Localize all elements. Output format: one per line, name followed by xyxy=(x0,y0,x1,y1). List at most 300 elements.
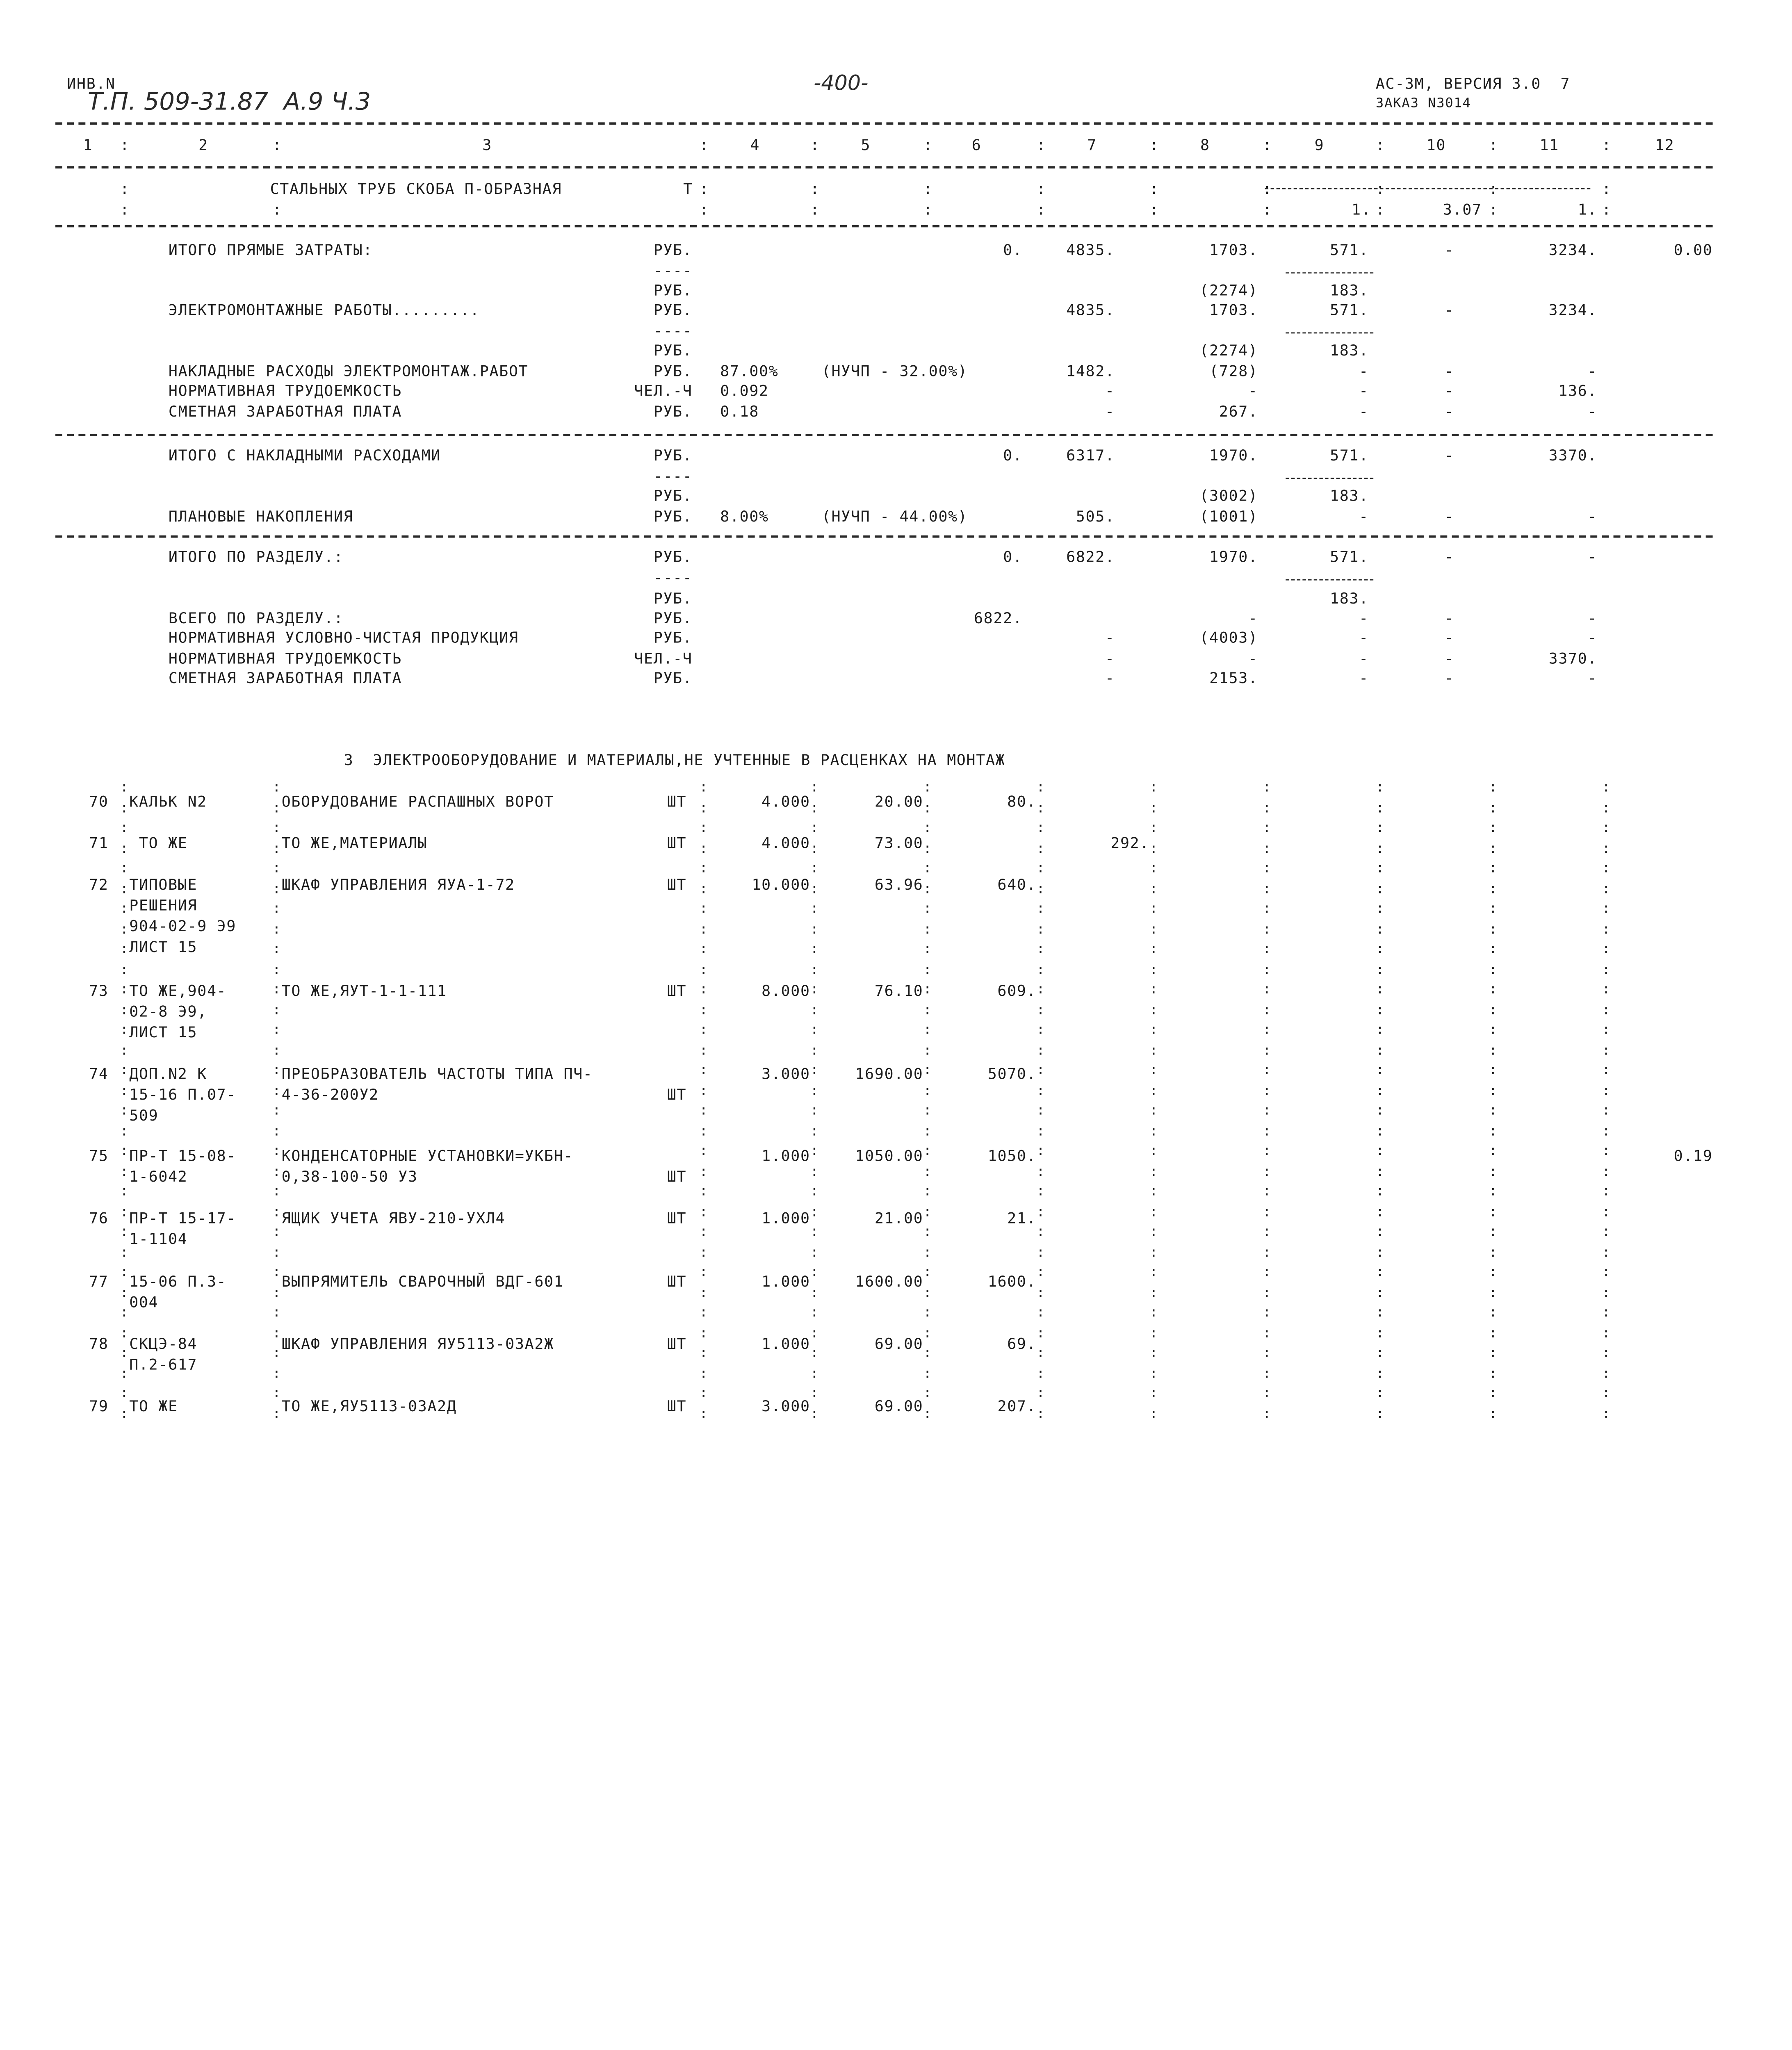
row-code: 02-8 Э9, xyxy=(129,1004,207,1021)
row-name: ТО ЖЕ,МАТЕРИАЛЫ xyxy=(281,835,428,853)
rule-summary-separator xyxy=(55,434,1712,436)
table-colon: : xyxy=(1602,1203,1611,1219)
summary-c9: - xyxy=(1359,651,1369,668)
row-quantity: 1.000 xyxy=(716,1274,810,1291)
table-colon: : xyxy=(272,879,282,896)
c9-underline xyxy=(1286,478,1373,479)
table-colon: : xyxy=(1149,1243,1159,1260)
cell-separator: : xyxy=(1149,202,1159,219)
table-colon: : xyxy=(1036,1284,1046,1300)
summary-unit: РУБ. xyxy=(653,363,693,381)
table-colon: : xyxy=(120,1405,129,1421)
table-colon: : xyxy=(1375,1203,1385,1219)
table-colon: : xyxy=(1262,1223,1272,1239)
table-colon: : xyxy=(1036,779,1046,795)
summary-c4: 87.00% xyxy=(720,363,779,381)
table-colon: : xyxy=(1602,1385,1611,1401)
row-code: ЛИСТ 15 xyxy=(129,939,198,957)
table-colon: : xyxy=(1149,940,1159,957)
row-number: 70 xyxy=(74,794,108,811)
row-sum: 640. xyxy=(939,877,1036,894)
table-colon: : xyxy=(120,1162,129,1179)
inventory-label: ИНВ.N xyxy=(67,76,116,93)
summary-label: ИТОГО С НАКЛАДНЫМИ РАСХОДАМИ xyxy=(168,447,441,465)
table-colon: : xyxy=(1602,1102,1611,1118)
row-name: ШКАФ УПРАВЛЕНИЯ ЯУ5113-03А2Ж xyxy=(281,1336,554,1354)
table-colon: : xyxy=(699,1122,709,1139)
summary-c9: 571. xyxy=(1329,242,1369,260)
table-colon: : xyxy=(1489,1284,1498,1300)
table-colon: : xyxy=(1602,1041,1611,1058)
column-number-2: 2 xyxy=(198,137,208,155)
table-colon: : xyxy=(120,819,129,836)
table-colon: : xyxy=(810,1082,819,1098)
column-separator: : xyxy=(272,137,282,155)
table-colon: : xyxy=(120,920,129,936)
table-colon: : xyxy=(923,799,932,815)
table-colon: : xyxy=(272,839,282,856)
table-colon: : xyxy=(923,1021,932,1038)
table-colon: : xyxy=(699,1243,709,1260)
table-colon: : xyxy=(1375,1364,1385,1381)
table-colon: : xyxy=(1375,1405,1385,1421)
summary-c9: - xyxy=(1359,509,1369,526)
row-price: 1050.00 xyxy=(822,1148,923,1165)
summary-c8: 2153. xyxy=(1209,670,1258,688)
table-colon: : xyxy=(699,1061,709,1078)
column-number-3: 3 xyxy=(482,137,492,155)
column-number-7: 7 xyxy=(1087,137,1097,155)
table-colon: : xyxy=(1375,1385,1385,1401)
table-colon: : xyxy=(810,960,819,977)
table-colon: : xyxy=(120,1304,129,1320)
table-colon: : xyxy=(810,981,819,997)
section-title: 3 ЭЛЕКТРООБОРУДОВАНИЕ И МАТЕРИАЛЫ,НЕ УЧТЕННЫЕ В РАСЦЕНКАХ НА МОНТАЖ xyxy=(344,752,1005,770)
table-colon: : xyxy=(272,900,282,916)
row-unit: ШТ xyxy=(667,835,687,853)
table-colon: : xyxy=(272,1284,282,1300)
summary-c5: (НУЧП - 32.00%) xyxy=(821,363,968,381)
table-colon: : xyxy=(1602,1324,1611,1340)
table-colon: : xyxy=(699,799,709,815)
table-colon: : xyxy=(1489,779,1498,795)
summary-c6: 6822. xyxy=(974,610,1023,628)
table-colon: : xyxy=(1036,1243,1046,1260)
column-separator: : xyxy=(1375,137,1386,155)
table-colon: : xyxy=(1375,859,1385,876)
continued-item-unit: Т xyxy=(683,181,693,199)
table-colon: : xyxy=(1489,920,1498,936)
summary-c4: 0.18 xyxy=(720,404,759,421)
summary-c7: 4835. xyxy=(1066,302,1115,320)
summary-unit: РУБ. xyxy=(653,590,693,608)
table-colon: : xyxy=(1262,1182,1272,1199)
table-colon: : xyxy=(1149,1082,1159,1098)
table-colon: : xyxy=(1602,981,1611,997)
row-code: ТО ЖЕ xyxy=(129,835,188,853)
row-quantity: 4.000 xyxy=(716,794,810,811)
table-colon: : xyxy=(699,900,709,916)
table-colon: : xyxy=(1149,1182,1159,1199)
table-colon: : xyxy=(1149,920,1159,936)
column-separator: : xyxy=(923,137,933,155)
table-colon: : xyxy=(272,1122,282,1139)
table-colon: : xyxy=(120,779,129,795)
summary-c10: - xyxy=(1444,447,1455,465)
summary-unit: ---- xyxy=(653,570,693,588)
table-colon: : xyxy=(1602,859,1611,876)
summary-label: НОРМАТИВНАЯ ТРУДОЕМКОСТЬ xyxy=(168,651,402,668)
row-code: П.2-617 xyxy=(129,1357,198,1374)
summary-unit: РУБ. xyxy=(653,342,693,360)
summary-c4: 0.092 xyxy=(720,383,769,401)
summary-c8: 267. xyxy=(1219,404,1258,421)
table-colon: : xyxy=(923,1162,932,1179)
table-colon: : xyxy=(272,779,282,795)
cell-separator: : xyxy=(1036,181,1046,199)
table-colon: : xyxy=(1262,1284,1272,1300)
table-colon: : xyxy=(1036,1405,1046,1421)
summary-label: ЭЛЕКТРОМОНТАЖНЫЕ РАБОТЫ......... xyxy=(168,302,480,320)
summary-c8: (728) xyxy=(1209,363,1258,381)
table-colon: : xyxy=(699,981,709,997)
table-colon: : xyxy=(1262,920,1272,936)
table-colon: : xyxy=(810,1041,819,1058)
row-sum: 207. xyxy=(939,1399,1036,1416)
table-colon: : xyxy=(1036,960,1046,977)
table-colon: : xyxy=(1375,1041,1385,1058)
table-colon: : xyxy=(810,1021,819,1038)
table-colon: : xyxy=(923,1102,932,1118)
table-colon: : xyxy=(120,1061,129,1078)
table-colon: : xyxy=(923,1344,932,1361)
table-colon: : xyxy=(1375,1324,1385,1340)
table-colon: : xyxy=(1375,1122,1385,1139)
table-colon: : xyxy=(1036,1263,1046,1280)
table-colon: : xyxy=(1375,879,1385,896)
table-colon: : xyxy=(272,1405,282,1421)
table-colon: : xyxy=(923,1304,932,1320)
rule-before-summary xyxy=(55,225,1712,228)
table-colon: : xyxy=(1489,1385,1498,1401)
table-colon: : xyxy=(923,960,932,977)
table-colon: : xyxy=(699,1304,709,1320)
summary-c8: - xyxy=(1248,610,1258,628)
table-colon: : xyxy=(1602,1021,1611,1038)
table-colon: : xyxy=(1262,1203,1272,1219)
summary-c10: - xyxy=(1444,509,1455,526)
row-quantity: 3.000 xyxy=(716,1399,810,1416)
table-colon: : xyxy=(699,859,709,876)
table-colon: : xyxy=(923,819,932,836)
row-number: 72 xyxy=(74,877,108,894)
table-colon: : xyxy=(1375,940,1385,957)
table-colon: : xyxy=(1489,1041,1498,1058)
table-colon: : xyxy=(272,1344,282,1361)
table-colon: : xyxy=(1036,1082,1046,1098)
table-colon: : xyxy=(1036,1102,1046,1118)
column-number-11: 11 xyxy=(1539,137,1559,155)
summary-c11: - xyxy=(1587,549,1598,567)
table-colon: : xyxy=(810,1142,819,1159)
table-colon: : xyxy=(1262,1122,1272,1139)
row-name: ТО ЖЕ,ЯУ5113-03А2Д xyxy=(281,1399,457,1416)
column-separator: : xyxy=(1602,137,1612,155)
table-colon: : xyxy=(120,1021,129,1038)
table-colon: : xyxy=(810,1162,819,1179)
table-colon: : xyxy=(699,779,709,795)
table-colon: : xyxy=(1262,879,1272,896)
row-number: 79 xyxy=(74,1399,108,1416)
table-colon: : xyxy=(120,1142,129,1159)
table-colon: : xyxy=(1602,1122,1611,1139)
table-colon: : xyxy=(1602,819,1611,836)
summary-c7: - xyxy=(1105,630,1115,647)
summary-unit: РУБ. xyxy=(653,509,693,526)
table-colon: : xyxy=(923,1122,932,1139)
table-colon: : xyxy=(1149,1364,1159,1381)
row-code: КАЛЬК N2 xyxy=(129,794,207,811)
rule-summary-separator xyxy=(55,535,1712,538)
table-colon: : xyxy=(1036,799,1046,815)
row-code: ТО ЖЕ xyxy=(129,1399,178,1416)
table-colon: : xyxy=(1602,799,1611,815)
summary-c8: (3002) xyxy=(1199,488,1258,506)
table-colon: : xyxy=(1602,900,1611,916)
summary-c7: - xyxy=(1105,670,1115,688)
table-colon: : xyxy=(1602,1364,1611,1381)
table-colon: : xyxy=(1375,1001,1385,1017)
table-colon: : xyxy=(810,1385,819,1401)
table-colon: : xyxy=(1262,1263,1272,1280)
row-c7: 292. xyxy=(1053,836,1149,853)
table-colon: : xyxy=(810,1243,819,1260)
row-name: 4-36-200У2 xyxy=(281,1087,379,1105)
summary-c8: - xyxy=(1248,651,1258,668)
table-colon: : xyxy=(1489,879,1498,896)
summary-c9: 183. xyxy=(1329,342,1369,360)
summary-c11: 3370. xyxy=(1548,651,1598,668)
cell-separator: : xyxy=(1262,202,1272,219)
table-colon: : xyxy=(1149,1041,1159,1058)
table-colon: : xyxy=(1489,1082,1498,1098)
row-code: 15-16 П.07- xyxy=(129,1087,237,1105)
table-colon: : xyxy=(272,1162,282,1179)
table-colon: : xyxy=(923,859,932,876)
summary-c7: 4835. xyxy=(1066,242,1115,260)
summary-unit: РУБ. xyxy=(653,302,693,320)
cell-separator: : xyxy=(1375,202,1386,219)
table-colon: : xyxy=(699,1385,709,1401)
table-colon: : xyxy=(1375,981,1385,997)
table-colon: : xyxy=(1036,940,1046,957)
cell-separator: : xyxy=(120,202,130,219)
summary-unit: РУБ. xyxy=(653,630,693,647)
summary-unit: ЧЕЛ.-Ч xyxy=(634,383,693,401)
summary-c11: - xyxy=(1587,630,1598,647)
table-colon: : xyxy=(699,1082,709,1098)
row-name: КОНДЕНСАТОРНЫЕ УСТАНОВКИ=УКБН- xyxy=(281,1148,574,1166)
table-colon: : xyxy=(1149,1142,1159,1159)
table-colon: : xyxy=(699,1223,709,1239)
table-colon: : xyxy=(272,1385,282,1401)
summary-c11: 3234. xyxy=(1548,242,1598,260)
row-quantity: 4.000 xyxy=(716,836,810,853)
summary-c10: - xyxy=(1444,242,1455,260)
table-colon: : xyxy=(1489,1001,1498,1017)
table-colon: : xyxy=(1149,1385,1159,1401)
table-colon: : xyxy=(120,839,129,856)
table-colon: : xyxy=(120,1182,129,1199)
summary-c9: 571. xyxy=(1329,447,1369,465)
cell-separator: : xyxy=(699,202,709,219)
column-number-1: 1 xyxy=(83,137,93,155)
page-number: -400- xyxy=(814,71,869,96)
table-colon: : xyxy=(923,940,932,957)
row-unit: ШТ xyxy=(667,1274,687,1292)
table-colon: : xyxy=(1262,1385,1272,1401)
row-name: ШКАФ УПРАВЛЕНИЯ ЯУА-1-72 xyxy=(281,877,515,895)
table-colon: : xyxy=(1375,1304,1385,1320)
cell-separator: : xyxy=(1602,181,1612,199)
row-code: 15-06 П.3- xyxy=(129,1274,227,1292)
summary-unit: РУБ. xyxy=(653,404,693,421)
table-colon: : xyxy=(1602,1405,1611,1421)
summary-c9: - xyxy=(1359,670,1369,688)
table-colon: : xyxy=(272,819,282,836)
row-name: ВЫПРЯМИТЕЛЬ СВАРОЧНЫЙ ВДГ-601 xyxy=(281,1274,564,1292)
row-price: 76.10 xyxy=(822,983,923,1000)
summary-c12: 0.00 xyxy=(1673,242,1713,260)
table-colon: : xyxy=(272,1263,282,1280)
table-colon: : xyxy=(1489,1162,1498,1179)
summary-c10: - xyxy=(1444,670,1455,688)
table-colon: : xyxy=(1602,1182,1611,1199)
table-colon: : xyxy=(810,1122,819,1139)
table-colon: : xyxy=(1489,1243,1498,1260)
summary-c8: (1001) xyxy=(1199,509,1258,526)
row-quantity: 8.000 xyxy=(716,983,810,1000)
row-code: ДОП.N2 К xyxy=(129,1066,207,1084)
program-version: АС-3М, ВЕРСИЯ 3.0 7 xyxy=(1375,76,1571,93)
table-colon: : xyxy=(1036,1324,1046,1340)
table-colon: : xyxy=(120,1364,129,1381)
table-colon: : xyxy=(120,1223,129,1239)
summary-c8: 1703. xyxy=(1209,242,1258,260)
table-colon: : xyxy=(699,1021,709,1038)
table-colon: : xyxy=(1602,1142,1611,1159)
continued-item-name: СТАЛЬНЫХ ТРУБ СКОБА П-ОБРАЗНАЯ xyxy=(270,181,562,199)
row-price: 20.00 xyxy=(822,794,923,811)
row-price: 21.00 xyxy=(822,1210,923,1228)
summary-label: НАКЛАДНЫЕ РАСХОДЫ ЭЛЕКТРОМОНТАЖ.РАБОТ xyxy=(168,363,529,381)
table-colon: : xyxy=(272,1203,282,1219)
table-colon: : xyxy=(1375,1082,1385,1098)
table-colon: : xyxy=(1602,920,1611,936)
table-colon: : xyxy=(120,960,129,977)
table-colon: : xyxy=(1149,1263,1159,1280)
table-colon: : xyxy=(1489,940,1498,957)
table-colon: : xyxy=(810,1364,819,1381)
table-colon: : xyxy=(1489,1102,1498,1118)
table-colon: : xyxy=(1149,1122,1159,1139)
table-colon: : xyxy=(1375,1344,1385,1361)
table-colon: : xyxy=(1036,1203,1046,1219)
row-number: 73 xyxy=(74,983,108,1000)
row-quantity: 3.000 xyxy=(716,1066,810,1084)
row-price: 69.00 xyxy=(822,1336,923,1353)
table-colon: : xyxy=(1262,940,1272,957)
cell-separator: : xyxy=(1375,181,1386,199)
row-code: 004 xyxy=(129,1294,159,1312)
table-colon: : xyxy=(1262,1061,1272,1078)
table-colon: : xyxy=(1262,1344,1272,1361)
row-number: 76 xyxy=(74,1210,108,1228)
summary-label: СМЕТНАЯ ЗАРАБОТНАЯ ПЛАТА xyxy=(168,404,402,421)
summary-label: НОРМАТИВНАЯ ТРУДОЕМКОСТЬ xyxy=(168,383,402,401)
table-colon: : xyxy=(923,1223,932,1239)
table-colon: : xyxy=(1489,1405,1498,1421)
table-colon: : xyxy=(1489,1182,1498,1199)
table-colon: : xyxy=(1375,960,1385,977)
table-colon: : xyxy=(1375,1061,1385,1078)
table-colon: : xyxy=(923,1082,932,1098)
table-colon: : xyxy=(120,1203,129,1219)
table-colon: : xyxy=(1036,1162,1046,1179)
table-colon: : xyxy=(923,1263,932,1280)
table-colon: : xyxy=(1375,819,1385,836)
table-colon: : xyxy=(1262,1001,1272,1017)
cell-separator: : xyxy=(120,181,130,199)
row-number: 75 xyxy=(74,1148,108,1165)
table-colon: : xyxy=(810,900,819,916)
summary-c11: 3234. xyxy=(1548,302,1598,320)
table-colon: : xyxy=(1262,819,1272,836)
summary-c8: (2274) xyxy=(1199,342,1258,360)
table-colon: : xyxy=(1489,1122,1498,1139)
table-colon: : xyxy=(1036,1061,1046,1078)
table-colon: : xyxy=(1149,879,1159,896)
table-colon: : xyxy=(272,1082,282,1098)
table-colon: : xyxy=(1262,1041,1272,1058)
table-colon: : xyxy=(1602,1082,1611,1098)
table-colon: : xyxy=(1036,1344,1046,1361)
table-colon: : xyxy=(1602,1162,1611,1179)
table-colon: : xyxy=(810,1203,819,1219)
row-name: ТО ЖЕ,ЯУТ-1-1-111 xyxy=(281,983,447,1001)
table-colon: : xyxy=(1602,940,1611,957)
table-colon: : xyxy=(272,981,282,997)
table-colon: : xyxy=(272,1304,282,1320)
table-colon: : xyxy=(699,1284,709,1300)
table-colon: : xyxy=(1149,819,1159,836)
row-code: ТИПОВЫЕ xyxy=(129,877,198,895)
table-colon: : xyxy=(1489,1061,1498,1078)
table-colon: : xyxy=(1149,900,1159,916)
table-colon: : xyxy=(1262,1162,1272,1179)
summary-unit: ---- xyxy=(653,263,693,280)
column-number-9: 9 xyxy=(1314,137,1325,155)
summary-unit: РУБ. xyxy=(653,282,693,300)
summary-c6: 0. xyxy=(1003,549,1023,567)
table-colon: : xyxy=(1262,779,1272,795)
table-colon: : xyxy=(1262,1021,1272,1038)
row-price: 1690.00 xyxy=(822,1066,923,1084)
table-colon: : xyxy=(1375,779,1385,795)
table-colon: : xyxy=(120,1344,129,1361)
table-colon: : xyxy=(120,1082,129,1098)
summary-c9: 571. xyxy=(1329,549,1369,567)
